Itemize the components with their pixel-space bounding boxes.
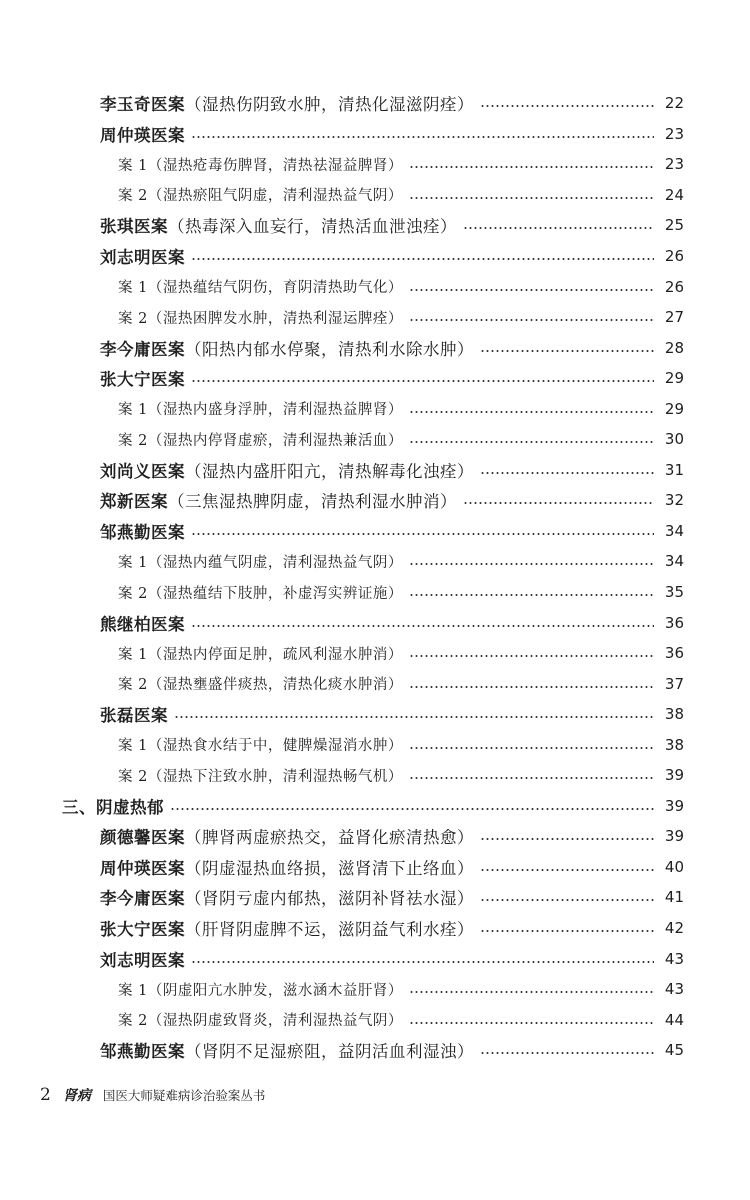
toc-entry-case[interactable] bbox=[0, 638, 750, 669]
toc-entry-page: 26 bbox=[664, 247, 684, 265]
toc-entry-case[interactable] bbox=[0, 393, 750, 424]
toc-entry-title: 案 1（湿热内停面足肿，疏风利湿水肿消） bbox=[118, 646, 403, 663]
toc-entry-page: 23 bbox=[664, 155, 684, 174]
toc-entry-title: 刘志明医案 bbox=[100, 248, 185, 267]
toc-entry-page: 26 bbox=[664, 277, 684, 296]
toc-entry-title: 案 2（湿热困脾发水肿，清热利湿运脾痊） bbox=[118, 310, 403, 327]
toc-entry-title: 三、阴虚热郁 bbox=[62, 797, 164, 817]
dot-leader bbox=[409, 594, 654, 596]
toc-entry-page: 38 bbox=[664, 735, 684, 754]
toc-entry-page: 28 bbox=[664, 338, 684, 357]
toc-entry-page: 41 bbox=[664, 888, 684, 907]
toc-entry-case[interactable] bbox=[0, 1004, 750, 1035]
toc-entry-page: 22 bbox=[664, 94, 684, 113]
toc-entry-page: 35 bbox=[664, 583, 684, 602]
toc-entry-page: 23 bbox=[664, 124, 684, 143]
dot-leader bbox=[170, 808, 654, 810]
toc-entry-title: 李玉奇医案（湿热伤阴致水肿，清热化湿滋阴痊） bbox=[100, 95, 474, 115]
toc-entry-case[interactable] bbox=[0, 974, 750, 1005]
toc-entry-page: 36 bbox=[664, 613, 684, 632]
dot-leader bbox=[480, 930, 654, 932]
dot-leader bbox=[480, 838, 654, 840]
toc-entry-doctor[interactable] bbox=[0, 241, 750, 272]
toc-entry-page: 31 bbox=[664, 460, 684, 479]
toc-entry-page: 29 bbox=[664, 399, 684, 418]
series-title: 国医大师疑难病诊治验案丛书 bbox=[102, 1088, 266, 1103]
toc-entry-title: 周仲瑛医案（阴虚湿热血络损，滋肾清下止络血） bbox=[100, 858, 474, 878]
dot-leader bbox=[480, 1052, 654, 1054]
toc-entry-doctor[interactable] bbox=[0, 210, 750, 241]
toc-entry-page: 42 bbox=[664, 919, 684, 938]
toc-entry-title: 案 1（湿热食水结于中，健脾燥湿消水肿） bbox=[118, 738, 403, 755]
toc-entry-doctor[interactable] bbox=[0, 699, 750, 730]
toc-entry-page: 27 bbox=[664, 308, 684, 327]
toc-entry-case[interactable] bbox=[0, 546, 750, 577]
toc-entry-page: 29 bbox=[664, 369, 684, 388]
toc-entry-doctor[interactable] bbox=[0, 913, 750, 944]
toc-entry-doctor[interactable] bbox=[0, 516, 750, 547]
dot-leader bbox=[191, 961, 654, 963]
toc-entry-page: 43 bbox=[664, 949, 684, 968]
toc-entry-case[interactable] bbox=[0, 149, 750, 180]
toc-entry-title: 邹燕勤医案 bbox=[100, 522, 185, 542]
toc-entry-doctor[interactable] bbox=[0, 607, 750, 638]
toc-entry-page: 39 bbox=[664, 766, 684, 785]
dot-leader bbox=[409, 747, 654, 749]
toc-entry-title: 案 2（湿热下注致水肿，清利湿热畅气机） bbox=[118, 768, 403, 785]
dot-leader bbox=[191, 136, 654, 138]
toc-entry-page: 24 bbox=[664, 185, 684, 204]
toc-entry-title: 刘志明医案 bbox=[100, 950, 185, 970]
toc-entry-title: 熊继柏医案 bbox=[100, 614, 185, 634]
toc-entry-page: 40 bbox=[664, 857, 684, 876]
toc-entry-section[interactable] bbox=[0, 791, 750, 822]
toc-entry-page: 32 bbox=[664, 491, 684, 510]
toc-entry-title: 案 2（湿热瘀阻气阴虚，清利湿热益气阴） bbox=[118, 188, 403, 205]
toc-entry-title: 李今庸医案（肾阴亏虚内郁热，滋阴补肾祛水湿） bbox=[100, 889, 474, 909]
dot-leader bbox=[480, 350, 654, 352]
toc-entry-title: 案 1（湿热内盛身浮肿，清利湿热益脾肾） bbox=[118, 402, 403, 419]
toc-entry-title: 周仲瑛医案 bbox=[100, 125, 185, 145]
toc-entry-title: 案 2（湿热蕴结下肢肿，补虚泻实辨证施） bbox=[118, 585, 403, 602]
toc-entry-doctor[interactable] bbox=[0, 943, 750, 974]
book-name: 肾病 bbox=[62, 1088, 91, 1104]
toc-entry-title: 刘尚义医案（湿热内盛肝阳亢，清热解毒化浊痊） bbox=[100, 461, 474, 481]
dot-leader bbox=[409, 197, 654, 199]
toc-entry-title: 案 1（阴虚阳亢水肿发，滋水涵木益肝肾） bbox=[118, 982, 403, 999]
toc-entry-title: 邹燕勤医案（肾阴不足湿瘀阻，益阴活血利湿浊） bbox=[100, 1042, 474, 1062]
toc-entry-title: 案 2（湿热阴虚致肾炎，清利湿热益气阴） bbox=[118, 1013, 403, 1030]
toc-entry-doctor[interactable] bbox=[0, 332, 750, 363]
toc-entry-page: 39 bbox=[664, 796, 684, 815]
toc-entry-case[interactable] bbox=[0, 760, 750, 791]
dot-leader bbox=[409, 563, 654, 565]
table-of-contents bbox=[0, 88, 750, 1066]
dot-leader bbox=[480, 869, 654, 871]
toc-entry-case[interactable] bbox=[0, 271, 750, 302]
dot-leader bbox=[409, 289, 654, 291]
dot-leader bbox=[409, 991, 654, 993]
dot-leader bbox=[463, 502, 654, 504]
toc-entry-page: 38 bbox=[664, 705, 684, 724]
dot-leader bbox=[409, 686, 654, 688]
toc-entry-page: 34 bbox=[664, 521, 684, 540]
toc-entry-title: 案 2（湿热壅盛伴痰热，清热化痰水肿消） bbox=[118, 677, 403, 694]
toc-entry-page: 44 bbox=[664, 1010, 684, 1029]
toc-entry-doctor[interactable] bbox=[0, 882, 750, 913]
toc-entry-case[interactable] bbox=[0, 577, 750, 608]
dot-leader bbox=[480, 899, 654, 901]
dot-leader bbox=[191, 258, 654, 260]
toc-entry-page: 30 bbox=[664, 430, 684, 449]
toc-entry-page: 43 bbox=[664, 980, 684, 999]
toc-entry-page: 45 bbox=[664, 1041, 684, 1060]
dot-leader bbox=[480, 472, 654, 474]
toc-entry-title: 郑新医案（三焦湿热脾阴虚，清热利湿水肿消） bbox=[100, 492, 457, 512]
toc-entry-doctor[interactable] bbox=[0, 1035, 750, 1066]
dot-leader bbox=[191, 380, 654, 382]
toc-entry-doctor[interactable] bbox=[0, 485, 750, 516]
dot-leader bbox=[409, 319, 654, 321]
toc-entry-title: 案 1（湿热蕴结气阴伤，育阴清热助气化） bbox=[118, 280, 403, 297]
toc-entry-case[interactable] bbox=[0, 180, 750, 211]
dot-leader bbox=[191, 533, 654, 535]
dot-leader bbox=[409, 166, 654, 168]
toc-entry-title: 案 1（湿热内蕴气阴虚，清利湿热益气阴） bbox=[118, 554, 403, 571]
toc-entry-doctor[interactable] bbox=[0, 455, 750, 486]
dot-leader bbox=[463, 227, 654, 229]
toc-entry-case[interactable] bbox=[0, 302, 750, 333]
toc-entry-page: 34 bbox=[664, 552, 684, 571]
dot-leader bbox=[409, 1022, 654, 1024]
dot-leader bbox=[409, 777, 654, 779]
page-footer bbox=[40, 1085, 265, 1105]
toc-entry-page: 37 bbox=[664, 674, 684, 693]
toc-entry-doctor[interactable] bbox=[0, 363, 750, 394]
toc-entry-title: 张大宁医案（肝肾阴虚脾不运，滋阴益气利水痊） bbox=[100, 920, 474, 940]
toc-entry-doctor[interactable] bbox=[0, 88, 750, 119]
dot-leader bbox=[191, 625, 654, 627]
toc-entry-page: 39 bbox=[664, 827, 684, 846]
toc-entry-doctor[interactable] bbox=[0, 119, 750, 150]
page-number: 2 bbox=[40, 1085, 51, 1105]
toc-entry-title: 张磊医案 bbox=[100, 706, 168, 726]
toc-entry-case[interactable] bbox=[0, 668, 750, 699]
toc-entry-page: 25 bbox=[664, 216, 684, 235]
toc-entry-case[interactable] bbox=[0, 424, 750, 455]
dot-leader bbox=[174, 716, 654, 718]
dot-leader bbox=[409, 655, 654, 657]
dot-leader bbox=[480, 105, 654, 107]
toc-entry-doctor[interactable] bbox=[0, 821, 750, 852]
toc-entry-title: 张大宁医案 bbox=[100, 370, 185, 390]
toc-entry-doctor[interactable] bbox=[0, 852, 750, 883]
toc-entry-title: 案 2（湿热内停肾虚瘀，清利湿热兼活血） bbox=[118, 432, 403, 449]
toc-entry-title: 颜德馨医案（脾肾两虚瘀热交，益肾化瘀清热愈） bbox=[100, 828, 474, 848]
toc-entry-title: 案 1（湿热疮毒伤脾肾，清热祛湿益脾肾） bbox=[118, 157, 403, 174]
toc-entry-page: 36 bbox=[664, 644, 684, 663]
dot-leader bbox=[409, 411, 654, 413]
toc-entry-case[interactable] bbox=[0, 729, 750, 760]
dot-leader bbox=[409, 441, 654, 443]
toc-entry-title: 李今庸医案（阳热内郁水停聚，清热利水除水肿） bbox=[100, 339, 474, 359]
toc-entry-title: 张琪医案（热毒深入血妄行，清热活血泄浊痊） bbox=[100, 217, 457, 237]
